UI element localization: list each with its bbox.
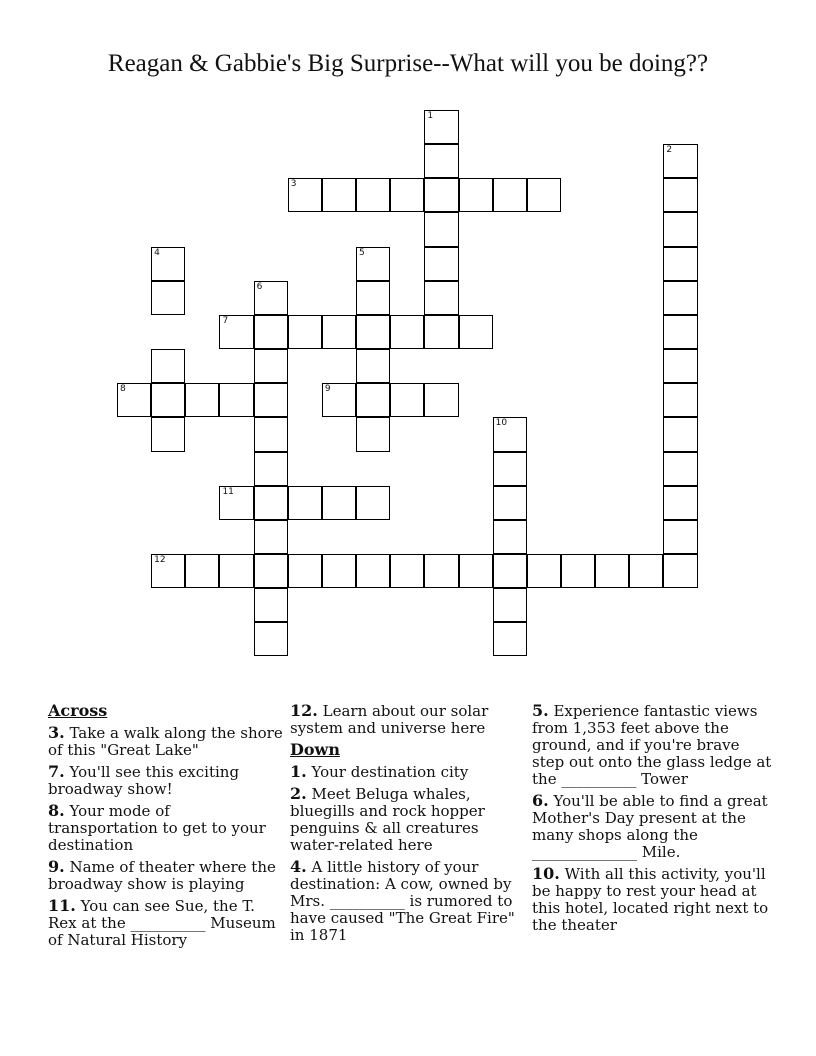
crossword-cell[interactable]	[254, 383, 288, 417]
crossword-cell[interactable]	[185, 383, 219, 417]
crossword-cell[interactable]	[356, 417, 390, 451]
crossword-cell[interactable]	[117, 383, 151, 417]
crossword-cell[interactable]	[219, 486, 253, 520]
crossword-cell[interactable]	[254, 588, 288, 622]
crossword-cell[interactable]	[493, 452, 527, 486]
crossword-cell[interactable]	[151, 417, 185, 451]
cell-number: 10	[495, 418, 508, 429]
crossword-cell[interactable]	[663, 486, 697, 520]
crossword-cell[interactable]	[288, 486, 322, 520]
crossword-cell[interactable]	[493, 417, 527, 451]
crossword-cell[interactable]	[493, 178, 527, 212]
crossword-cell[interactable]	[424, 281, 458, 315]
clue-across-9: 9. Name of theater where the broadway show is playing	[48, 857, 276, 893]
cell-number: 3	[290, 179, 297, 190]
crossword-cell[interactable]	[663, 520, 697, 554]
crossword-cell[interactable]	[288, 554, 322, 588]
clue-across-11: 11. You can see Sue, the T. Rex at the __________ Museum of Natural History	[48, 896, 276, 949]
crossword-cell[interactable]	[254, 315, 288, 349]
crossword-cell[interactable]	[254, 452, 288, 486]
crossword-cell[interactable]	[185, 554, 219, 588]
crossword-cell[interactable]	[219, 383, 253, 417]
clue-down-10: 10. With all this activity, you'll be happy to rest your head at this hotel, located right next to the theater	[532, 864, 769, 934]
crossword-cell[interactable]	[561, 554, 595, 588]
crossword-cell[interactable]	[356, 247, 390, 281]
crossword-cell[interactable]	[663, 417, 697, 451]
cell-number: 5	[359, 247, 365, 258]
crossword-cell[interactable]	[663, 554, 697, 588]
crossword-cell[interactable]	[595, 554, 629, 588]
crossword-cell[interactable]	[254, 520, 288, 554]
clue-down-2: 2. Meet Beluga whales, bluegills and rock hopper penguins & all creatures water-related here	[290, 784, 485, 854]
crossword-cell[interactable]	[424, 110, 458, 144]
crossword-cell[interactable]	[254, 281, 288, 315]
clue-down-1: 1. Your destination city	[290, 762, 469, 781]
clue-across-3: 3. Take a walk along the shore of this "Great Lake"	[48, 723, 283, 759]
cell-number: 1	[427, 111, 434, 121]
crossword-cell[interactable]	[629, 554, 663, 588]
crossword-cell[interactable]	[493, 486, 527, 520]
clue-down-4: 4. A little history of your destination: A cow, owned by Mrs. __________ is rumored to have caused "The Great Fire" in 1871	[290, 857, 515, 944]
crossword-cell[interactable]	[424, 247, 458, 281]
clues-column-1	[48, 702, 284, 953]
crossword-cell[interactable]	[254, 554, 288, 588]
crossword-cell[interactable]	[288, 315, 322, 349]
crossword-cell[interactable]	[493, 520, 527, 554]
crossword-cell[interactable]	[663, 144, 697, 178]
crossword-cell[interactable]	[151, 349, 185, 383]
clues-column-3	[532, 702, 772, 938]
crossword-cell[interactable]	[424, 212, 458, 246]
cell-number: 12	[154, 554, 166, 565]
crossword-cell[interactable]	[219, 554, 253, 588]
crossword-cell[interactable]	[288, 178, 322, 212]
across-heading: Across	[48, 701, 108, 720]
crossword-cell[interactable]	[390, 178, 424, 212]
crossword-cell[interactable]	[254, 622, 288, 656]
crossword-cell[interactable]	[322, 486, 356, 520]
crossword-cell[interactable]	[356, 486, 390, 520]
crossword-cell[interactable]	[424, 178, 458, 212]
crossword-cell[interactable]	[424, 383, 458, 417]
crossword-cell[interactable]	[527, 554, 561, 588]
crossword-cell[interactable]	[424, 315, 458, 349]
crossword-cell[interactable]	[663, 349, 697, 383]
crossword-cell[interactable]	[424, 554, 458, 588]
clue-down-6: 6. You'll be able to find a great Mother's Day present at the many shops along the ______________ Mile.	[532, 791, 768, 861]
crossword-cell[interactable]	[459, 315, 493, 349]
cell-number: 8	[120, 384, 126, 395]
crossword-cell[interactable]	[663, 281, 697, 315]
crossword-cell[interactable]	[356, 315, 390, 349]
cell-number: 7	[222, 315, 229, 326]
crossword-cell[interactable]	[663, 212, 697, 246]
crossword-cell[interactable]	[322, 383, 356, 417]
clue-across-7: 7. You'll see this exciting broadway show!	[48, 762, 240, 798]
crossword-cell[interactable]	[322, 178, 356, 212]
down-heading: Down	[290, 740, 340, 759]
crossword-cell[interactable]	[356, 554, 390, 588]
crossword-cell[interactable]	[322, 554, 356, 588]
crossword-cell[interactable]	[356, 349, 390, 383]
crossword-cell[interactable]	[254, 349, 288, 383]
crossword-cell[interactable]	[663, 383, 697, 417]
crossword-cell[interactable]	[493, 588, 527, 622]
crossword-cell[interactable]	[219, 315, 253, 349]
crossword-cell[interactable]	[527, 178, 561, 212]
crossword-cell[interactable]	[390, 383, 424, 417]
crossword-cell[interactable]	[151, 247, 185, 281]
crossword-cell[interactable]	[254, 417, 288, 451]
crossword-cell[interactable]	[390, 315, 424, 349]
crossword-cell[interactable]	[151, 281, 185, 315]
crossword-cell[interactable]	[151, 554, 185, 588]
cell-number: 11	[222, 486, 234, 497]
crossword-cell[interactable]	[356, 178, 390, 212]
clue-across-12: 12. Learn about our solar system and universe here	[290, 701, 489, 737]
crossword-cell[interactable]	[322, 315, 356, 349]
clues-column-2	[290, 702, 526, 948]
cell-number: 4	[154, 247, 160, 258]
crossword-cell[interactable]	[254, 486, 288, 520]
crossword-cell[interactable]	[424, 144, 458, 178]
crossword-cell[interactable]	[493, 554, 527, 588]
crossword-cell[interactable]	[493, 622, 527, 656]
crossword-cell[interactable]	[151, 383, 185, 417]
crossword-cell[interactable]	[663, 452, 697, 486]
crossword-cell[interactable]	[356, 281, 390, 315]
crossword-cell[interactable]	[663, 247, 697, 281]
cell-number: 2	[666, 145, 673, 156]
crossword-cell[interactable]	[663, 178, 697, 212]
cell-number: 6	[256, 281, 263, 292]
clue-down-5: 5. Experience fantastic views from 1,353 feet above the ground, and if you're brave step out onto the glass ledge at the __________ Tower	[532, 701, 772, 788]
cell-number: 9	[324, 384, 331, 395]
crossword-cell[interactable]	[663, 315, 697, 349]
clue-across-8: 8. Your mode of transportation to get to your destination	[48, 801, 266, 854]
crossword-cell[interactable]	[390, 554, 424, 588]
puzzle-title: Reagan & Gabbie's Big Surprise--What will you be doing??	[107, 50, 709, 77]
crossword-cell[interactable]	[356, 383, 390, 417]
crossword-cell[interactable]	[459, 178, 493, 212]
crossword-cell[interactable]	[459, 554, 493, 588]
